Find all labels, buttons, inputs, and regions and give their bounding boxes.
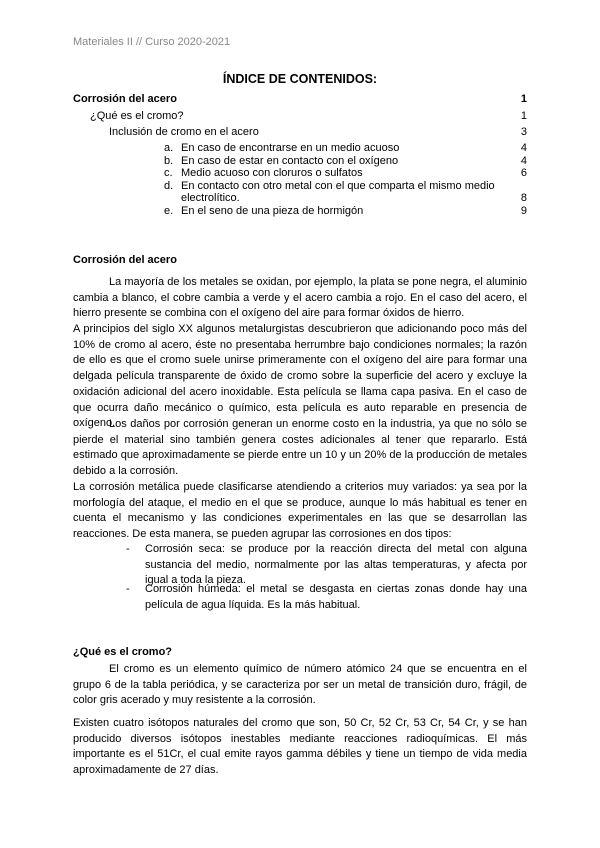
- toc-entry-text[interactable]: Medio acuoso con cloruros o sulfatos: [181, 167, 363, 179]
- toc-title: ÍNDICE DE CONTENIDOS:: [222, 72, 378, 86]
- toc-entry-text[interactable]: En caso de encontrarse en un medio acuoso: [181, 142, 400, 154]
- toc-entry-page: 4: [520, 142, 527, 154]
- paragraph: La corrosión metálica puede clasificarse atendiendo a criterios muy variados: ya sea por la morfología del ataque, el medio en el que se produce, aunque lo más habitual es tener en cuenta el mecanismo y las condiciones experimentales en las que se desarrollan las reacciones. De esta manera, se pueden agrupar las corrosiones en dos tipos:: [73, 481, 527, 541]
- bullet-item: Corrosión húmeda: el metal se desgasta en ciertas zonas donde hay una película de agua líquida. Es la más habitual.: [145, 583, 527, 611]
- paragraph: Los daños por corrosión generan un enorme costo en la industria, ya que no sólo se pierde el material sino también genera costes adicionales al tener que repararlo. Está estimado que aproximadamente se pierde entre un 10 y un 20% de la producción de metales debido a la corrosión.: [73, 418, 527, 478]
- toc-entry-marker: c.: [164, 167, 173, 179]
- toc-entry-page: 8: [520, 192, 527, 204]
- section-heading: ¿Qué es el cromo?: [73, 646, 173, 658]
- page-header: Materiales II // Curso 2020-2021: [73, 36, 231, 48]
- toc-entry-page: 3: [520, 126, 527, 138]
- toc-entry-text-continued[interactable]: electrolítico.: [181, 192, 240, 204]
- toc-entry-text[interactable]: En contacto con otro metal con el que comparta el mismo medio: [181, 180, 495, 192]
- toc-entry-text[interactable]: En el seno de una pieza de hormigón: [181, 205, 364, 217]
- paragraph: A principios del siglo XX algunos metalurgistas descubrieron que adicionando poco más del 10% de cromo al acero, éste no presentaba herrumbre bajo condiciones normales; la razón de ello es que el cromo suele unirse primeramente con el oxígeno del aire para formar una delgada película transparente de óxido de cromo sobre la superficie del acero y excluye la oxidación adicional del acero inoxidable. Esta película se llama capa pasiva. En el caso de que ocurra daño mecánico o químico, esta película es auto reparable en presencia de oxígeno.: [73, 323, 527, 430]
- toc-entry-text[interactable]: Inclusión de cromo en el acero: [109, 126, 259, 138]
- bullet-marker: -: [126, 583, 130, 595]
- toc-entry-page: 9: [520, 205, 527, 217]
- toc-entry-page: 1: [520, 93, 527, 105]
- toc-entry-text[interactable]: Corrosión del acero: [73, 93, 177, 105]
- toc-entry-marker: e.: [164, 205, 174, 217]
- toc-entry-page: 1: [520, 110, 527, 122]
- paragraph: Existen cuatro isótopos naturales del cromo que son, 50 Cr, 52 Cr, 53 Cr, 54 Cr, y se han producido diversos isótopos inestables mediante reacciones radioquímicas. El más importante es el 51Cr, el cual emite rayos gamma débiles y tiene un tiempo de vida media aproximadamente de 27 días.: [73, 717, 527, 777]
- toc-entry-page: 4: [520, 155, 527, 167]
- paragraph: El cromo es un elemento químico de número atómico 24 que se encuentra en el grupo 6 de la tabla periódica, y se caracteriza por ser un metal de transición duro, frágil, de color gris acerado y muy resistente a la corrosión.: [73, 663, 527, 707]
- toc-entry-text[interactable]: ¿Qué es el cromo?: [90, 110, 184, 122]
- section-heading: Corrosión del acero: [73, 254, 177, 266]
- toc-entry-marker: d.: [164, 180, 174, 192]
- toc-entry-text[interactable]: En caso de estar en contacto con el oxígeno: [181, 155, 399, 167]
- bullet-marker: -: [126, 543, 130, 555]
- paragraph: La mayoría de los metales se oxidan, por ejemplo, la plata se pone negra, el aluminio cambia a blanco, el cobre cambia a verde y el acero cambia a rojo. En el caso del acero, el hierro presente se combina con el oxígeno del aire para formar óxidos de hierro.: [73, 276, 527, 320]
- toc-entry-page: 6: [520, 167, 527, 179]
- toc-entry-marker: a.: [164, 142, 174, 154]
- toc-entry-marker: b.: [164, 155, 174, 167]
- bullet-item: Corrosión seca: se produce por la reacción directa del metal con alguna sustancia del medio, normalmente por las altas temperaturas, y afecta por igual a toda la pieza.: [145, 543, 527, 587]
